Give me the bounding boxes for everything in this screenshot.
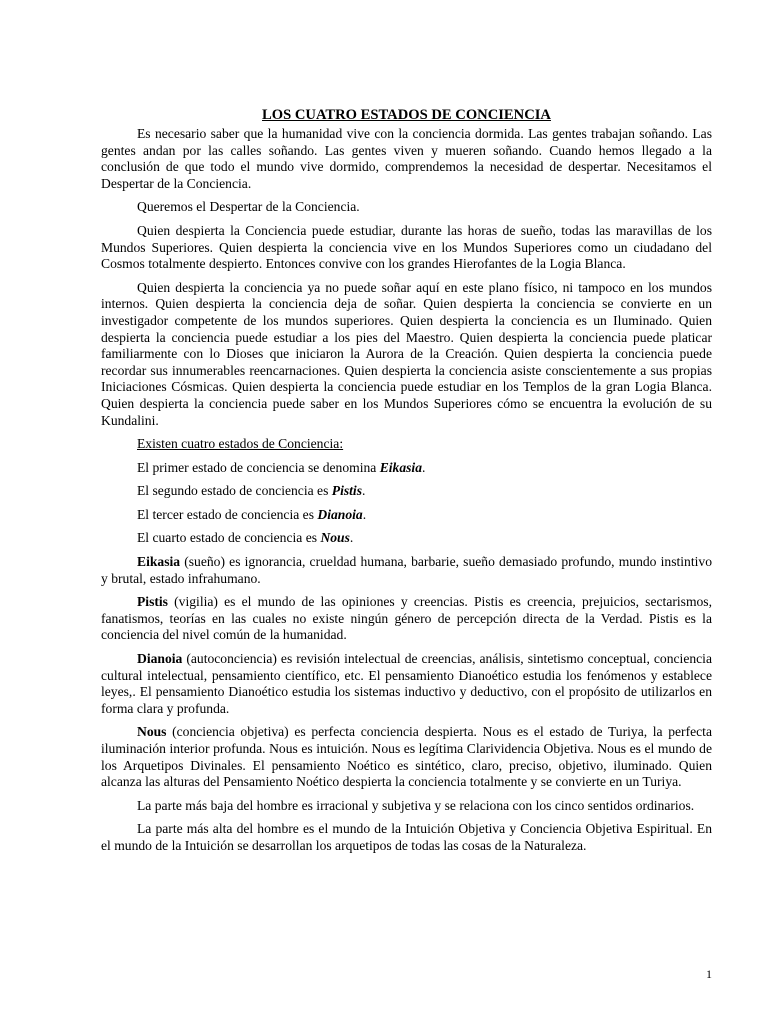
state-1-name: Eikasia: [379, 459, 423, 475]
four-states-heading: Existen cuatro estados de Conciencia:: [137, 436, 344, 452]
definition-pistis: [101, 594, 712, 644]
page-number: 1: [706, 967, 712, 981]
state-line-1: [101, 460, 712, 477]
definition-dianoia: [101, 651, 712, 717]
state-1-prefix: El primer estado de conciencia se denomina: [137, 459, 380, 475]
state-3-prefix: El tercer estado de conciencia es: [137, 506, 318, 522]
state-line-4: [101, 530, 712, 547]
paragraph-intro: Es necesario saber que la humanidad vive con la conciencia dormida. Las gentes trabajan soñando. Las gentes andan por las calles soñando. Las gentes viven y mueren soñando. Cuando hemos llegado a la conclusión de que todo el mundo vive dormido, comprendemos la necesidad de despertar. Necesitamos el Despertar de la Conciencia.: [101, 126, 712, 191]
paragraph-higher-worlds: Quien despierta la Conciencia puede estudiar, durante las horas de sueño, todas las maravillas de los Mundos Superiores. Quien despierta la conciencia vive en los Mundos Superiores como un ciudadano del Cosmos totalmente despierto. Entonces convive con los grandes Hierofantes de la Logia Blanca.: [101, 222, 712, 272]
state-4-prefix: El cuarto estado de conciencia es: [137, 530, 321, 546]
definition-eikasia-text: (sueño) es ignorancia, crueldad humana, barbarie, sueño demasiado profundo, mundo instintivo y brutal, estado infrahumano.: [101, 554, 712, 586]
definition-nous: [101, 724, 712, 790]
paragraph-want-awakening: Queremos el Despertar de la Conciencia.: [137, 199, 360, 215]
state-2-prefix: El segundo estado de conciencia es: [137, 483, 332, 499]
definition-dianoia-term: Dianoia: [137, 651, 183, 667]
state-line-3: [101, 507, 712, 524]
definition-pistis-term: Pistis: [137, 594, 168, 610]
state-2-name: Pistis: [331, 483, 362, 499]
definition-eikasia-term: Eikasia: [137, 554, 181, 570]
state-line-2: [101, 483, 712, 500]
definition-nous-text: (conciencia objetiva) es perfecta conciencia despierta. Nous es el estado de Turiya, la perfecta iluminación interior profunda. Nous es intuición. Nous es legítima Clarividencia Objetiva. Nous es el mundo de los Arquetipos Divinales. El pensamiento Noético es sintético, claro, preciso, objetivo, iluminado. Quien alcanza las alturas del Pensamiento Noético despierta la conciencia totalmente y se convierte en un Turiya.: [101, 724, 712, 790]
definition-eikasia: [101, 554, 712, 587]
definition-dianoia-text: (autoconciencia) es revisión intelectual de creencias, análisis, sintetismo conceptual, conciencia cultural intelectual, pensamiento científico, etc. El pensamiento Dianoético estudia los fenómenos y establece leyes,. El pensamiento Dianoético estudia los sistemas inductivo y deductivo, con el propósito de utilizarlos en forma clara y profunda.: [101, 651, 712, 716]
definition-pistis-text: (vigilia) es el mundo de las opiniones y creencias. Pistis es creencia, prejuicios, sectarismos, fanatismos, teorías en las cuales no existe ningún género de percepción directa de la Verdad. Pistis es la conciencia del nivel común de la humanidad.: [101, 594, 712, 643]
state-4-name: Nous: [320, 530, 350, 546]
paragraph-awakened-benefits: Quien despierta la conciencia ya no puede soñar aquí en este plano físico, ni tampoco en los mundos internos. Quien despierta la conciencia deja de soñar. Quien despierta la conciencia se convierte en un investigador competente de los mundos superiores. Quien despierta la conciencia es un Iluminado. Quien despierta la conciencia puede estudiar a los pies del Maestro. Quien despierta la conciencia puede platicar familiarmente con lo Dioses que iniciaron la Aurora de la Creación. Quien despierta la conciencia puede recordar sus innumerables reencarnaciones. Quien despierta la conciencia asiste conscientemente a sus propias Iniciaciones Cósmicas. Quien despierta la conciencia puede estudiar en los Templos de la gran Logia Blanca. Quien despierta la conciencia puede saber en los Mundos Superiores cómo se encuentra la evolución de su Kundalini.: [101, 279, 712, 428]
definition-nous-term: Nous: [137, 724, 167, 740]
paragraph-four-states-heading: [101, 436, 712, 453]
paragraph-higher-part: La parte más alta del hombre es el mundo de la Intuición Objetiva y Conciencia Objetiva Espiritual. En el mundo de la Intuición se desarrollan los arquetipos de todas las cosas de la Naturaleza.: [101, 821, 712, 853]
state-3-suffix: .: [362, 506, 367, 522]
state-3-name: Dianoia: [317, 506, 363, 522]
state-1-suffix: .: [422, 459, 426, 475]
paragraph-lower-part: La parte más baja del hombre es irracional y subjetiva y se relaciona con los cinco sentidos ordinarios.: [137, 797, 695, 813]
state-2-suffix: .: [362, 483, 366, 499]
state-4-suffix: .: [349, 530, 354, 546]
page-title: LOS CUATRO ESTADOS DE CONCIENCIA: [262, 107, 551, 123]
